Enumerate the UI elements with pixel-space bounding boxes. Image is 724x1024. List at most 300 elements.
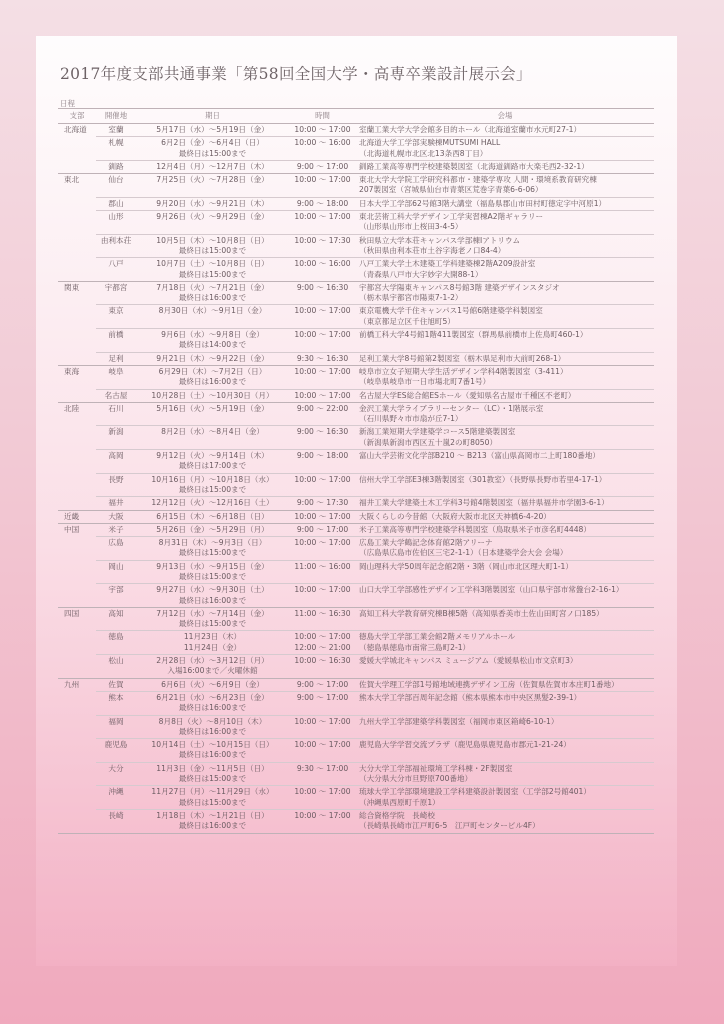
hall-cell-text: （石川県野々市市扇が丘7-1）: [359, 414, 463, 424]
table-row: [58, 537, 654, 561]
date-cell: [136, 809, 289, 833]
time-cell-text: 9:30 ～ 16:30: [296, 353, 349, 363]
date-cell: [136, 402, 289, 426]
table-row: [58, 809, 654, 833]
region-cell: [58, 809, 96, 833]
time-cell: [289, 305, 356, 329]
date-cell-text: 7月12日（水）～7月14日（金）: [156, 608, 269, 618]
region-cell: [58, 258, 96, 282]
region-cell: [58, 786, 96, 810]
region-cell: [58, 160, 96, 173]
time-cell-text: 9:00 ～ 16:30: [296, 427, 349, 437]
region-cell: [58, 584, 96, 608]
time-cell-text: 10:00 ～ 17:00: [294, 740, 351, 750]
venue-cell: [96, 537, 136, 561]
time-cell: [289, 715, 356, 739]
venue-cell-text: 前橋: [108, 330, 124, 340]
hall-cell: [356, 329, 654, 353]
time-cell-text: 9:00 ～ 17:00: [296, 161, 349, 171]
time-cell-text: 11:00 ～ 16:30: [294, 608, 351, 618]
schedule-sheet: [36, 36, 677, 966]
date-cell: [136, 607, 289, 631]
date-cell: [136, 762, 289, 786]
region-cell: [58, 497, 96, 510]
hall-cell: [356, 137, 654, 161]
venue-cell-text: 宇都宮: [104, 282, 128, 292]
date-cell: [136, 124, 289, 137]
hall-cell-text: （山形県山形市上桜田3-4-5）: [359, 222, 463, 232]
hall-cell-text: 秋田県立大学本荘キャンパス学部棟Iアトリウム: [359, 235, 521, 245]
time-cell-text: 10:00 ～ 17:00: [294, 390, 351, 400]
venue-cell: [96, 560, 136, 584]
hall-cell-text: （栃木県宇都宮市陽東7-1-2）: [359, 293, 463, 303]
table-row: [58, 584, 654, 608]
schedule-body: [58, 124, 654, 834]
date-cell-text: 9月13日（水）～9月15日（金）: [156, 561, 269, 571]
hall-cell: [356, 160, 654, 173]
date-cell-text: 1月18日（木）～1月21日（日）: [156, 810, 269, 820]
hall-cell-text: （北海道札幌市北区北13条西8丁目）: [359, 148, 488, 158]
region-cell: [58, 691, 96, 715]
hall-cell: [356, 691, 654, 715]
hall-cell-text: 愛媛大学城北キャンパス ミュージアム（愛媛県松山市文京町3）: [359, 656, 578, 666]
hall-cell-text: （長崎県長崎市江戸町6-5 江戸町センタービル4F）: [359, 821, 540, 831]
time-cell: [289, 655, 356, 679]
date-cell-text: 11月3日（金）～11月5日（日）: [156, 763, 269, 773]
time-cell: [289, 510, 356, 523]
header-date: 期日: [136, 109, 289, 124]
venue-cell: [96, 497, 136, 510]
venue-cell: [96, 584, 136, 608]
table-row: [58, 174, 654, 198]
hall-cell: [356, 678, 654, 691]
table-row: [58, 691, 654, 715]
table-row: [58, 655, 654, 679]
time-cell: [289, 197, 356, 210]
region-cell: [58, 174, 96, 198]
date-cell-text: 10月28日（土）～10月30日（月）: [151, 390, 274, 400]
venue-cell-text: 大分: [108, 763, 124, 773]
venue-cell: [96, 691, 136, 715]
date-cell: [136, 281, 289, 305]
hall-cell: [356, 211, 654, 235]
table-row: [58, 715, 654, 739]
venue-cell: [96, 631, 136, 655]
time-cell: [289, 537, 356, 561]
table-row: [58, 389, 654, 402]
time-cell-text: 10:00 ～ 17:00: [294, 787, 351, 797]
hall-cell-text: 福井工業大学建築土木工学科3号館4階製図室（福井県福井市学園3-6-1）: [359, 498, 609, 508]
date-cell-text: 7月18日（火）～7月21日（金）: [156, 282, 269, 292]
hall-cell-text: 東北芸術工科大学デザイン工学実習棟A2階ギャラリー: [359, 212, 544, 222]
time-cell-text: 10:00 ～ 17:00: [294, 511, 351, 521]
time-cell: [289, 365, 356, 389]
time-cell: [289, 258, 356, 282]
time-cell: [289, 234, 356, 258]
hall-cell-text: 日本大学工学部62号館3階大講堂（福島県郡山市田村町徳定字中河原1）: [359, 198, 607, 208]
header-venue: 開催地: [96, 109, 136, 124]
venue-cell: [96, 739, 136, 763]
time-cell: [289, 389, 356, 402]
hall-cell: [356, 281, 654, 305]
hall-cell-text: 信州大学工学部E3棟3階製図室（301教室）（長野県長野市若里4-17-1）: [359, 474, 607, 484]
time-cell: [289, 124, 356, 137]
section-label: 日程: [60, 99, 75, 108]
venue-cell-text: 釧路: [108, 161, 124, 171]
hall-cell-text: 新潟工業短期大学建築学コース5階建築製図室: [359, 427, 516, 437]
hall-cell-text: 岡山理科大学50周年記念館2階・3階（岡山市北区理大町1-1）: [359, 561, 573, 571]
venue-cell-text: 札幌: [108, 138, 124, 148]
time-cell-text: 10:00 ～ 17:00: [294, 212, 351, 222]
hall-cell-text: 熊本大学工学部百周年記念館（熊本県熊本市中央区黒髪2-39-1）: [359, 692, 582, 702]
date-cell-text: 7月25日（火）～7月28日（金）: [156, 175, 269, 185]
table-header-row: [58, 109, 654, 124]
time-cell: [289, 607, 356, 631]
time-cell-text: 10:00 ～ 17:00: [294, 306, 351, 316]
venue-cell-text: 宇部: [108, 585, 124, 595]
time-cell-text: 10:00 ～ 17:00: [294, 716, 351, 726]
venue-cell: [96, 352, 136, 365]
date-cell-text: 最終日は15:00まで: [178, 774, 247, 784]
table-row: [58, 137, 654, 161]
time-cell: [289, 678, 356, 691]
venue-cell: [96, 786, 136, 810]
time-cell: [289, 762, 356, 786]
table-row: [58, 402, 654, 426]
date-cell-text: 最終日は16:00まで: [178, 726, 247, 736]
date-cell: [136, 137, 289, 161]
time-cell-text: 10:00 ～ 17:00: [294, 366, 351, 376]
time-cell-text: 10:00 ～ 17:00: [294, 810, 351, 820]
date-cell: [136, 426, 289, 450]
date-cell-text: 最終日は17:00まで: [178, 461, 247, 471]
time-cell-text: 9:00 ～ 17:00: [296, 524, 349, 534]
table-row: [58, 497, 654, 510]
date-cell-text: 最終日は15:00まで: [178, 797, 247, 807]
region-cell: [58, 523, 96, 536]
venue-cell-text: 岐阜: [108, 366, 124, 376]
venue-cell: [96, 160, 136, 173]
date-cell: [136, 786, 289, 810]
region-cell: [58, 329, 96, 353]
date-cell: [136, 523, 289, 536]
time-cell: [289, 786, 356, 810]
date-cell-text: 最終日は15:00まで: [178, 571, 247, 581]
hall-cell-text: （沖縄県西原町千原1）: [359, 797, 440, 807]
region-cell: [58, 211, 96, 235]
date-cell: [136, 352, 289, 365]
time-cell-text: 10:00 ～ 17:00: [294, 474, 351, 484]
time-cell: [289, 584, 356, 608]
time-cell: [289, 473, 356, 497]
venue-cell: [96, 762, 136, 786]
table-row: [58, 211, 654, 235]
table-row: [58, 523, 654, 536]
hall-cell-text: 大阪くらしの今昔館（大阪府大阪市北区天神橋6-4-20）: [359, 511, 551, 521]
venue-cell-text: 沖縄: [108, 787, 124, 797]
time-cell-text: 9:00 ～ 18:00: [296, 198, 349, 208]
table-row: [58, 329, 654, 353]
venue-cell: [96, 258, 136, 282]
date-cell: [136, 365, 289, 389]
date-cell-text: 最終日は16:00まで: [178, 595, 247, 605]
table-row: [58, 786, 654, 810]
region-cell: [58, 631, 96, 655]
date-cell: [136, 560, 289, 584]
hall-cell-text: 琉球大学工学部環境建設工学科建築設計製図室（工学部2号館401）: [359, 787, 591, 797]
venue-cell-text: 名古屋: [104, 390, 128, 400]
venue-cell: [96, 234, 136, 258]
region-cell-text: 東北: [64, 175, 80, 185]
venue-cell-text: 仙台: [108, 175, 124, 185]
hall-cell: [356, 523, 654, 536]
time-cell: [289, 631, 356, 655]
hall-cell-text: 九州大学工学部建築学科製図室（福岡市東区箱崎6-10-1）: [359, 716, 559, 726]
date-cell-text: 最終日は15:00まで: [178, 269, 247, 279]
venue-cell: [96, 329, 136, 353]
hall-cell-text: 佐賀大学理工学部1号館地域連携デザイン工房（佐賀県佐賀市本庄町1番地）: [359, 679, 619, 689]
hall-cell-text: 北海道大学工学部実験棟MUTSUMI HALL: [359, 138, 501, 148]
venue-cell-text: 長崎: [108, 810, 124, 820]
date-cell-text: 2月28日（水）～3月12日（月）: [156, 656, 269, 666]
date-cell-text: 最終日は16:00まで: [178, 703, 247, 713]
header-time: 時間: [289, 109, 356, 124]
time-cell-text: 9:00 ～ 18:00: [296, 451, 349, 461]
region-cell: [58, 537, 96, 561]
venue-cell-text: 由利本荘: [100, 235, 132, 245]
time-cell-text: 10:00 ～ 16:00: [294, 259, 351, 269]
venue-cell: [96, 809, 136, 833]
date-cell-text: 9月21日（木）～9月22日（金）: [156, 353, 269, 363]
venue-cell: [96, 607, 136, 631]
hall-cell: [356, 655, 654, 679]
venue-cell: [96, 124, 136, 137]
table-row: [58, 305, 654, 329]
date-cell: [136, 631, 289, 655]
date-cell: [136, 450, 289, 474]
hall-cell: [356, 809, 654, 833]
date-cell: [136, 329, 289, 353]
time-cell: [289, 450, 356, 474]
date-cell-text: 12月4日（月）～12月7日（木）: [156, 161, 269, 171]
time-cell: [289, 329, 356, 353]
hall-cell: [356, 426, 654, 450]
venue-cell: [96, 197, 136, 210]
table-row: [58, 762, 654, 786]
hall-cell: [356, 607, 654, 631]
hall-cell-text: 富山大学芸術文化学部B210 ～ B213（富山県高岡市二上町180番地）: [359, 451, 600, 461]
date-cell-text: 9月12日（火）～9月14日（木）: [156, 451, 269, 461]
region-cell-text: 北陸: [64, 403, 80, 413]
venue-cell-text: 岡山: [108, 561, 124, 571]
region-cell: [58, 137, 96, 161]
region-cell: [58, 510, 96, 523]
region-cell: [58, 426, 96, 450]
date-cell: [136, 197, 289, 210]
date-cell-text: 6月29日（木）～7月2日（日）: [158, 366, 267, 376]
date-cell-text: 5月26日（金）～5月29日（月）: [156, 524, 269, 534]
hall-cell: [356, 473, 654, 497]
hall-cell: [356, 450, 654, 474]
table-row: [58, 234, 654, 258]
date-cell: [136, 305, 289, 329]
venue-cell: [96, 137, 136, 161]
date-cell-text: 最終日は16:00まで: [178, 750, 247, 760]
table-row: [58, 197, 654, 210]
date-cell-text: 6月15日（木）～6月18日（日）: [156, 511, 269, 521]
time-cell-text: 10:00 ～ 17:00: [294, 632, 351, 642]
table-row: [58, 124, 654, 137]
date-cell-text: 11月23日（木）: [183, 632, 242, 642]
date-cell-text: 8月8日（火）～8月10日（木）: [158, 716, 267, 726]
date-cell: [136, 739, 289, 763]
venue-cell-text: 松山: [108, 656, 124, 666]
venue-cell-text: 広島: [108, 538, 124, 548]
venue-cell-text: 高知: [108, 608, 124, 618]
table-row: [58, 607, 654, 631]
venue-cell-text: 福岡: [108, 716, 124, 726]
date-cell-text: 最終日は15:00まで: [178, 484, 247, 494]
date-cell: [136, 258, 289, 282]
region-cell: [58, 402, 96, 426]
time-cell: [289, 402, 356, 426]
hall-cell: [356, 631, 654, 655]
region-cell: [58, 124, 96, 137]
hall-cell: [356, 234, 654, 258]
table-row: [58, 365, 654, 389]
hall-cell: [356, 560, 654, 584]
hall-cell: [356, 762, 654, 786]
table-row: [58, 426, 654, 450]
time-cell-text: 9:30 ～ 17:00: [296, 763, 349, 773]
time-cell-text: 9:00 ～ 17:30: [296, 498, 349, 508]
date-cell-text: 9月20日（水）～9月21日（木）: [156, 198, 269, 208]
region-cell: [58, 352, 96, 365]
region-cell: [58, 655, 96, 679]
region-cell: [58, 389, 96, 402]
hall-cell-text: （徳島県徳島市南常三島町2-1）: [359, 642, 471, 652]
time-cell-text: 10:00 ～ 17:30: [294, 235, 351, 245]
time-cell-text: 10:00 ～ 17:00: [294, 125, 351, 134]
date-cell-text: 12月12日（火）～12月16日（土）: [151, 498, 274, 508]
table-row: [58, 560, 654, 584]
date-cell-text: 最終日は16:00まで: [178, 377, 247, 387]
hall-cell-text: 足利工業大学8号館第2製図室（栃木県足利市大前町268-1）: [359, 353, 566, 363]
time-cell-text: 10:00 ～ 17:00: [294, 330, 351, 340]
venue-cell-text: 室蘭: [108, 125, 124, 134]
region-cell: [58, 281, 96, 305]
hall-cell-text: 総合資格学院 長崎校: [359, 810, 435, 820]
time-cell: [289, 211, 356, 235]
hall-cell-text: 山口大学工学部感性デザイン工学科3階製図室（山口県宇部市常盤台2-16-1）: [359, 585, 624, 595]
schedule-table: [58, 108, 654, 834]
hall-cell-text: 東京電機大学千住キャンパス1号館6階建築学科製図室: [359, 306, 543, 316]
time-cell: [289, 560, 356, 584]
venue-cell: [96, 678, 136, 691]
venue-cell-text: 石川: [108, 403, 124, 413]
time-cell-text: 9:00 ～ 16:30: [296, 282, 349, 292]
date-cell-text: 最終日は15:00まで: [178, 548, 247, 558]
date-cell: [136, 715, 289, 739]
time-cell: [289, 523, 356, 536]
date-cell: [136, 537, 289, 561]
venue-cell-text: 米子: [108, 524, 124, 534]
date-cell: [136, 389, 289, 402]
table-row: [58, 160, 654, 173]
time-cell-text: 10:00 ～ 17:00: [294, 585, 351, 595]
hall-cell-text: （秋田県由利本荘市土谷字海老ノ口84-4）: [359, 245, 506, 255]
hall-cell-text: 鹿児島大学学習交流プラザ（鹿児島県鹿児島市郡元1-21-24）: [359, 740, 571, 750]
region-cell: [58, 560, 96, 584]
venue-cell-text: 八戸: [108, 259, 124, 269]
region-cell: [58, 678, 96, 691]
header-hall: 会場: [356, 109, 654, 124]
date-cell: [136, 234, 289, 258]
hall-cell-text: （大分県大分市旦野原700番地）: [359, 774, 473, 784]
time-cell: [289, 352, 356, 365]
hall-cell-text: 岐阜市立女子短期大学生活デザイン学科4階製図室（3-411）: [359, 366, 568, 376]
date-cell-text: 11月24日（金）: [183, 642, 242, 652]
hall-cell: [356, 537, 654, 561]
table-row: [58, 352, 654, 365]
time-cell: [289, 739, 356, 763]
table-row: [58, 473, 654, 497]
venue-cell-text: 高岡: [108, 451, 124, 461]
venue-cell-text: 大阪: [108, 511, 124, 521]
venue-cell-text: 郡山: [108, 198, 124, 208]
time-cell: [289, 174, 356, 198]
venue-cell-text: 足利: [108, 353, 124, 363]
date-cell-text: 最終日は16:00まで: [178, 821, 247, 831]
region-cell: [58, 739, 96, 763]
venue-cell: [96, 365, 136, 389]
hall-cell-text: 室蘭工業大学大学会館多目的ホール（北海道室蘭市水元町27-1）: [359, 125, 582, 134]
hall-cell: [356, 174, 654, 198]
table-row: [58, 510, 654, 523]
hall-cell: [356, 786, 654, 810]
venue-cell: [96, 389, 136, 402]
time-cell: [289, 281, 356, 305]
date-cell-text: 8月31日（木）～9月3日（日）: [158, 538, 267, 548]
hall-cell-text: 釧路工業高等専門学校建築製図室（北海道釧路市大楽毛西2-32-1）: [359, 161, 589, 171]
date-cell-text: 5月17日（水）～5月19日（金）: [156, 125, 269, 134]
date-cell: [136, 655, 289, 679]
hall-cell-text: （岐阜県岐阜市一日市場北町7番1号）: [359, 377, 491, 387]
page-title: 2017年度支部共通事業「第58回全国大学・高専卒業設計展示会」: [60, 65, 532, 83]
time-cell-text: 10:00 ～ 17:00: [294, 538, 351, 548]
time-cell-text: 9:00 ～ 22:00: [296, 403, 349, 413]
date-cell-text: 10月5日（木）～10月8日（日）: [156, 235, 269, 245]
date-cell-text: 6月21日（水）～6月23日（金）: [156, 692, 269, 702]
date-cell-text: 10月16日（月）～10月18日（水）: [151, 474, 274, 484]
hall-cell: [356, 389, 654, 402]
venue-cell: [96, 655, 136, 679]
hall-cell-text: （広島県広島市佐伯区三宅2-1-1）（日本建築学会大会 会場）: [359, 548, 568, 558]
date-cell-text: 8月2日（水）～8月4日（金）: [161, 427, 264, 437]
date-cell: [136, 174, 289, 198]
venue-cell-text: 福井: [108, 498, 124, 508]
time-cell: [289, 137, 356, 161]
table-row: [58, 739, 654, 763]
date-cell: [136, 497, 289, 510]
venue-cell: [96, 510, 136, 523]
date-cell-text: 最終日は16:00まで: [178, 293, 247, 303]
date-cell-text: 入場16:00まで／火曜休館: [167, 666, 258, 676]
hall-cell-text: （新潟県新潟市西区五十嵐2の町8050）: [359, 437, 498, 447]
time-cell-text: 9:00 ～ 17:00: [296, 679, 349, 689]
date-cell-text: 最終日は15:00まで: [178, 619, 247, 629]
table-row: [58, 450, 654, 474]
